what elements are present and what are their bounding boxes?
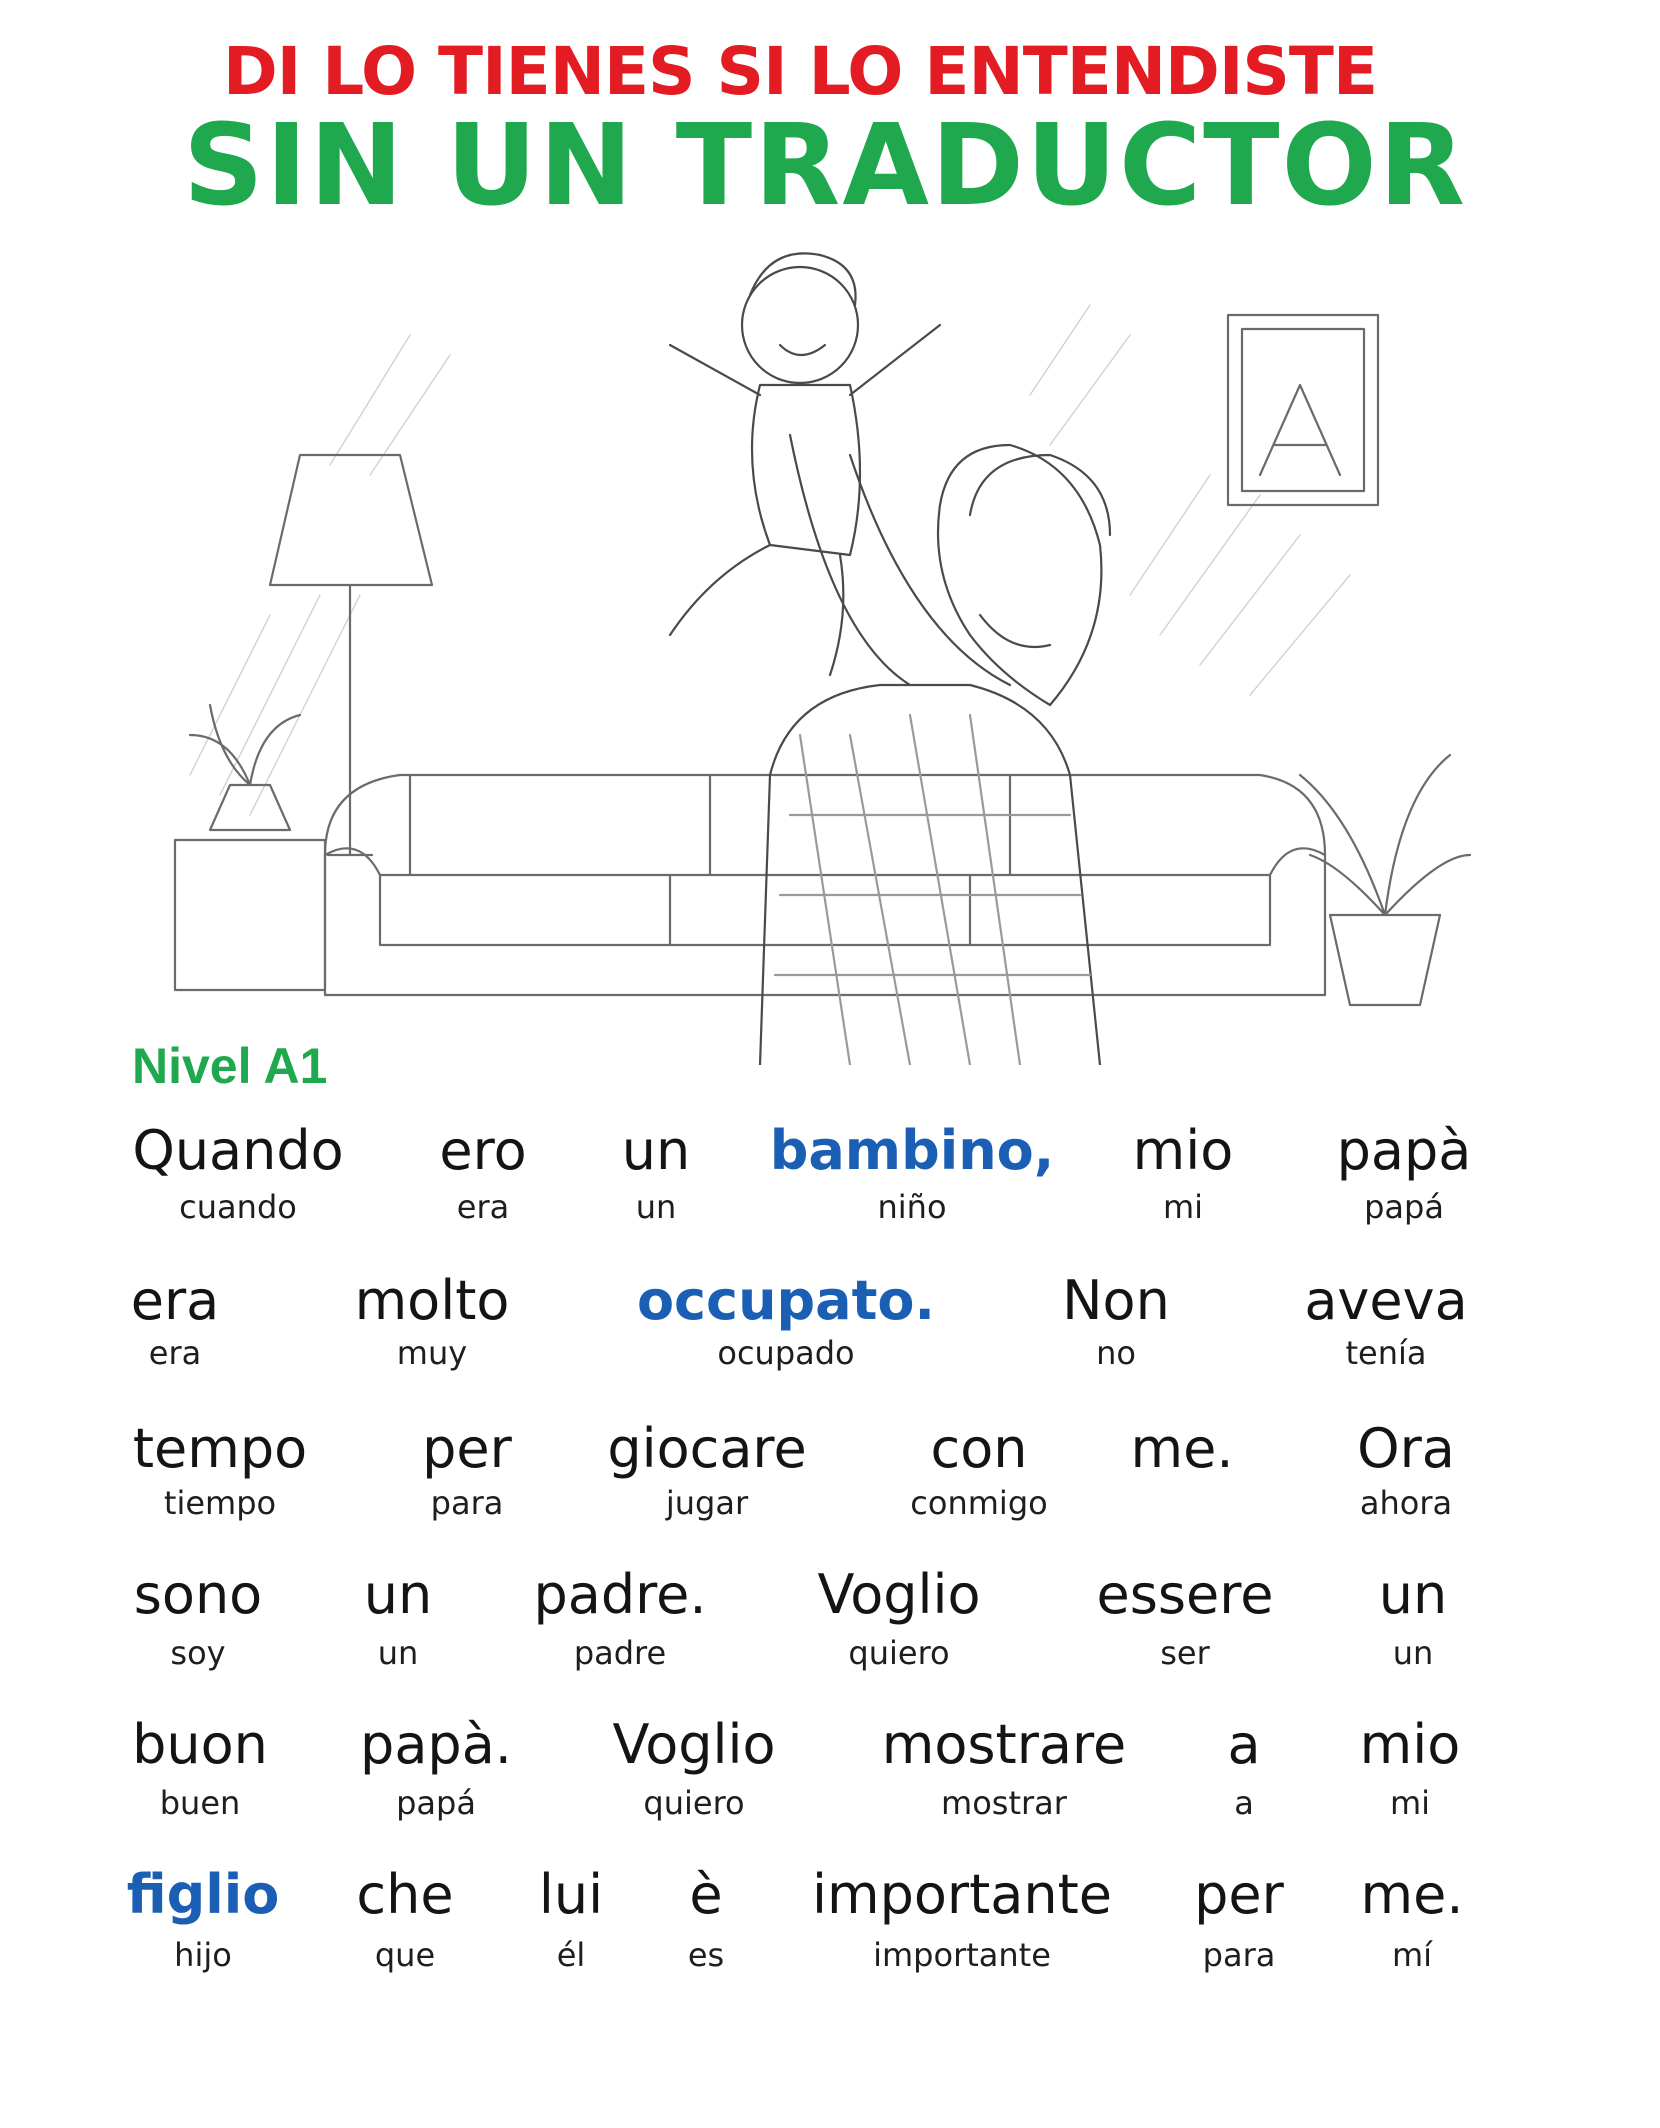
spanish-translation: ahora <box>1359 1484 1453 1522</box>
italian-word: era <box>130 1269 220 1332</box>
spanish-translation: un <box>1392 1634 1434 1672</box>
spanish-translation: padre <box>573 1634 667 1672</box>
spanish-translation: hijo <box>174 1936 232 1974</box>
spanish-translation: tiempo <box>163 1484 277 1522</box>
italian-word: aveva <box>1304 1269 1468 1332</box>
italian-word: importante <box>811 1863 1113 1926</box>
italian-word: con <box>930 1417 1028 1480</box>
italian-word: Voglio <box>612 1713 776 1776</box>
italian-word: Voglio <box>817 1563 981 1626</box>
spanish-translation: niño <box>877 1188 947 1226</box>
level-label: Nivel A1 <box>132 1038 328 1094</box>
italian-word: me. <box>1130 1417 1234 1480</box>
italian-word: che <box>356 1863 454 1926</box>
italian-word: molto <box>354 1269 510 1332</box>
italian-word: Non <box>1062 1269 1170 1332</box>
italian-word: per <box>1194 1863 1284 1926</box>
spanish-translation: a <box>1234 1784 1254 1822</box>
italian-word: sono <box>133 1563 263 1626</box>
spanish-translation: papá <box>1364 1188 1444 1226</box>
spanish-translation: quiero <box>848 1634 950 1672</box>
italian-word: a <box>1227 1713 1261 1776</box>
italian-word: figlio <box>126 1863 280 1926</box>
spanish-translation: era <box>148 1334 202 1372</box>
spanish-translation: un <box>635 1188 677 1226</box>
spanish-translation: mí <box>1391 1936 1433 1974</box>
spanish-translation: ocupado <box>717 1334 855 1372</box>
italian-word: lui <box>538 1863 604 1926</box>
spanish-translation: es <box>687 1936 725 1974</box>
spanish-translation: quiero <box>643 1784 745 1822</box>
italian-word: papà <box>1336 1119 1472 1182</box>
italian-word: un <box>1378 1563 1448 1626</box>
title-line-2: SIN UN TRADUCTOR <box>182 101 1467 231</box>
spanish-translation: era <box>456 1188 510 1226</box>
spanish-translation: un <box>377 1634 419 1672</box>
spanish-translation: ser <box>1160 1634 1210 1672</box>
italian-word: Quando <box>132 1119 344 1182</box>
spanish-translation: muy <box>396 1334 468 1372</box>
spanish-translation: papá <box>396 1784 476 1822</box>
italian-word: occupato. <box>636 1269 936 1332</box>
spanish-translation: mi <box>1389 1784 1431 1822</box>
italian-word: padre. <box>533 1563 707 1626</box>
italian-word: papà. <box>360 1713 512 1776</box>
italian-word: tempo <box>132 1417 308 1480</box>
italian-word: giocare <box>607 1417 807 1480</box>
italian-word: un <box>363 1563 433 1626</box>
spanish-translation: para <box>1202 1936 1276 1974</box>
italian-word: me. <box>1360 1863 1464 1926</box>
italian-word: bambino, <box>769 1119 1055 1182</box>
italian-word: mio <box>1132 1119 1234 1182</box>
italian-word: ero <box>439 1119 527 1182</box>
spanish-translation: que <box>374 1936 436 1974</box>
italian-word: Ora <box>1357 1417 1455 1480</box>
spanish-translation: para <box>430 1484 504 1522</box>
spanish-translation: él <box>556 1936 586 1974</box>
spanish-translation: jugar <box>665 1484 749 1522</box>
italian-word: essere <box>1096 1563 1274 1626</box>
spanish-translation: mostrar <box>941 1784 1067 1822</box>
title-line-1: DI LO TIENES SI LO ENTENDISTE <box>222 33 1378 110</box>
spanish-translation: soy <box>170 1634 226 1672</box>
spanish-translation: mi <box>1162 1188 1204 1226</box>
spanish-translation: conmigo <box>910 1484 1048 1522</box>
spanish-translation: tenía <box>1345 1334 1427 1372</box>
spanish-translation: cuando <box>179 1188 297 1226</box>
italian-word: buon <box>132 1713 268 1776</box>
italian-word: mio <box>1359 1713 1461 1776</box>
spanish-translation: no <box>1096 1334 1136 1372</box>
italian-word: mostrare <box>881 1713 1127 1776</box>
spanish-translation: buen <box>159 1784 241 1822</box>
spanish-translation: importante <box>873 1936 1051 1974</box>
italian-word: per <box>422 1417 512 1480</box>
italian-word: un <box>621 1119 691 1182</box>
italian-word: è <box>689 1863 723 1926</box>
